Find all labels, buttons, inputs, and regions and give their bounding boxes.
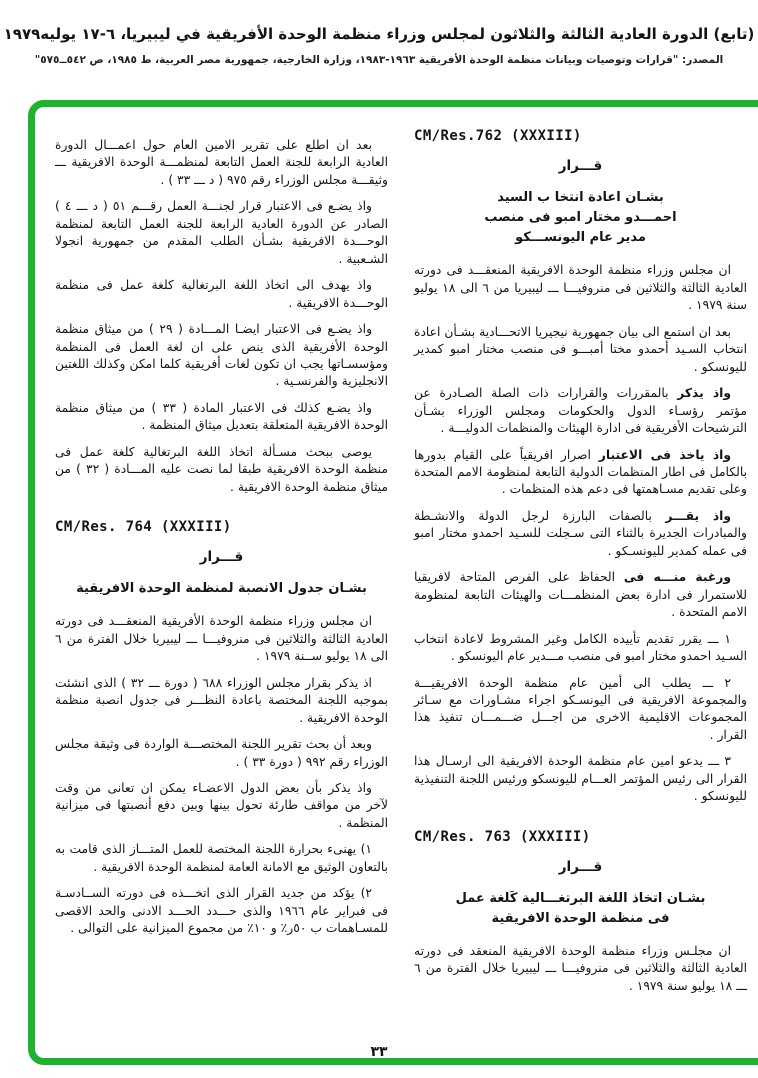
subtitle-line: بشـان اعادة انتخا ب السيد <box>497 190 664 206</box>
column-left <box>55 123 388 1048</box>
paragraph <box>414 569 747 621</box>
source-line: المصدر: "قرارات وتوصيات وبيانات منظمة الوحدة الأفريقية ١٩٦٣-١٩٨٣، وزارة الخارجية، جمهورية مصر العربية، ط ١٩٨٥، ص ٥٤٢ــ٥٧٥" <box>34 54 724 66</box>
paragraph-text: بالصفات البارزة لرجل الدولة والانشـطة والمبادرات الجديرة بالثناء التى سـجلت للسـيد احمدو مختار امبو فى عمله كمدير لليونسـكو . <box>414 508 747 558</box>
paragraph-text: اصرار افريقياً على القيام بدورها بالكامل فى اطار المنظمات الدولية التابعة لمنظومة الامم المتحدة وعلى تقديم مسـاهمتها فى دعم هذه المنظمات . <box>414 447 747 497</box>
paragraph-text: بعد ان اطلع على تقرير الامين العام حول اعمـــال الدورة العادية الرابعة للجنة العمل التابعة لمنظمـــة الوحدة الافريقية ـــ وثيقـــة مجلس الوزراء رقم ٩٧٥ ( د ـــ ٣٣ ) . <box>55 138 388 187</box>
column-right <box>414 123 747 1048</box>
paragraph-text: ٣ ـــ يدعو امين عام منظمة الوحدة الافريقية الى ارسـال هذا القرار الى رئيس المؤتمر العـــام لليونسكو ورئيس اللجنة التنفيذية لليونسكو . <box>414 754 747 804</box>
paragraph-text: ان مجلس وزراء منظمة الوحدة الأفريقية المنعقـــد فى دورته العادية الثالثة والثلاثين فى منروفيـــا ـــ ليبيريا خلال الفترة من ٦ الى ١٨ يوليو ســنة ١٩٧٩ . <box>55 614 388 664</box>
resolution-heading: قـــرار <box>199 549 244 566</box>
paragraph <box>55 675 388 727</box>
resolution-heading: قـــرار <box>558 157 603 174</box>
paragraph-lead: ورغبة منـــه فى <box>623 570 731 585</box>
resolution-subtitle <box>55 579 388 599</box>
paragraph <box>55 736 388 771</box>
paragraph-lead: واذ يقـــر <box>665 508 731 523</box>
paragraph <box>414 262 747 314</box>
resolution-subtitle <box>414 188 747 248</box>
resolution-subtitle <box>414 889 747 929</box>
paragraph <box>414 385 747 437</box>
paragraph-text: واذ يذكر بأن بعض الدول الاعضـاء يمكن ان تعانى من وقت لآخر من مواقف طارئة تحول بينها وبين دفع أنصبتها فى ميزانية المنظمة . <box>55 780 388 830</box>
resolution-code-764: CM/Res. 764 (XXXIII) <box>55 519 232 536</box>
subtitle-line: احمـــدو مختار امبو فى منصب <box>484 210 677 226</box>
subtitle-line: بشـان اتخاذ اللغة البرتغـــالية كَلغة عمل <box>455 890 706 906</box>
paragraph <box>414 324 747 376</box>
numbered-clause <box>414 753 747 805</box>
page-number: ٣٣ <box>370 1044 388 1060</box>
paragraph <box>414 447 747 499</box>
page-title: (تابع) الدورة العادية الثالثة والثلاثون لمجلس وزراء منظمة الوحدة الأفريقية في ليبيريا، ٦-١٧ يوليه١٩٧٩ <box>3 25 755 43</box>
paragraph-text: الحفاظ على الفرص المتاحة لافريقيا للاستمرار فى ادارة بعض المنظمـــات والهيئات التابعة لمنظومة الامم المتحدة . <box>414 570 747 620</box>
numbered-clause <box>414 675 747 745</box>
paragraph-text: وبعد أن بحث تقرير اللجنة المختصـــة الواردة فى وثيقة مجلس الوزراء رقم ٩٩٢ ( دورة ٣٣ ) . <box>55 737 388 769</box>
paragraph-text: ٢) يؤكد من جديد القرار الذى اتخـــذه فى دورته الســادسـة فى فبراير عام ١٩٦٦ والذى حـــدد الحـــد الادنى والحد الاقصى للمسـاهمات ب ٥٠ر٪ و ١٠٪ من مجموع الميزانية على التوالى . <box>55 886 388 936</box>
resolution-code-763: CM/Res. 763 (XXXIII) <box>414 828 591 845</box>
paragraph <box>414 943 747 995</box>
paragraph-lead: واذ يذكر <box>677 386 731 401</box>
document-header <box>0 0 758 66</box>
paragraph-text: بالمقررات والقرارات ذات الصلة الصـادرة عن مؤتمر رؤسـاء الدول والحكومات ومجلس الوزراء بشـأن الترشيحات الأفريقية فى ادارة الهيئات والمنظمات الدوليـــة . <box>414 386 747 436</box>
subtitle-line: مدير عام اليونســـكو <box>515 230 646 246</box>
paragraph <box>414 508 747 560</box>
paragraph <box>55 444 388 496</box>
subtitle-line: فى منظمة الوحدة الافريقية <box>491 910 670 926</box>
paragraph-text: ان مجلـس وزراء منظمة الوحدة الافريقية المنعقد فى دورته العادية الثالثة والثلاثين فى منروفيـــا ـــ ليبيريا خلال الفترة من ٦ ـــ ١٨ يوليو سنة ١٩٧٩ . <box>414 944 747 993</box>
subtitle-line: بشـان جدول الانصبة لمنظمة الوحدة الافريقية <box>76 581 367 597</box>
paragraph <box>55 613 388 665</box>
numbered-clause <box>55 841 388 876</box>
paragraph <box>55 400 388 435</box>
paragraph <box>55 321 388 391</box>
paragraph-lead: واذ ياخذ فى الاعتبار <box>598 447 731 462</box>
paragraph-text: ١ ـــ يقرر تقديم تأييده الكامل وغير المشروط لاعادة انتخاب السـيد احمدو مختار امبو فى منصب مـــدير عام اليونسكو . <box>414 631 747 664</box>
resolution-heading: قـــرار <box>558 858 603 875</box>
paragraph <box>55 277 388 312</box>
paragraph-text: ٢ ـــ يطلب الى أمين عام منظمة الوحدة الافريقيـــة والمجموعة الافريقية فى اليونسـكو اجراء مشـاورات مع سـائر المجموعات الاقليمية الاخرى من اجـــل ضـــمـــان تنفيذ هذا القرار . <box>414 675 747 742</box>
paragraph-text: واذ يهدف الى اتخاذ اللغة البرتغالية كلغة عمل فى منظمة الوحـــدة الافريقية . <box>55 278 388 310</box>
paragraph-text: واذ يضـع فى الاعتبار ايضـا المـــادة ( ٢٩ ) من ميثاق منظمة الوحدة الأفريقية الذى ينص على ان لغة العمل فى المنظمة ومؤسسـاتها يجب ان تكون لغات أفريقية كلما امكن وكذلك اللغتين الانجليزية والفرنسـية . <box>55 322 388 389</box>
paragraph-text: ان مجلس وزراء منظمة الوحدة الافريقية المنعقـــد فى دورته العادية الثالثة والثلاثين فى منروفيـــا ـــ ليبيريا من ٦ الى ١٨ يوليو سنة ١٩٧٩ . <box>414 263 747 313</box>
numbered-clause <box>414 631 747 666</box>
paragraph <box>55 780 388 832</box>
paragraph-text: واذ يضـع كذلك فى الاعتبار المادة ( ٣٣ ) من ميثاق منظمة الوحدة الافريقية المتعلقة بتعديل ميثاق المنظمة . <box>55 400 388 433</box>
paragraph-text: واذ يضـع فى الاعتبار قرار لجنـــة العمل رقـــم ٥١ ( د ـــ ٤ ) الصادر عن الدورة العادية الرابعة للجنة العمل التابعة لمنظمة الوحـــدة الافريقية بشـأن الطلب المقدم من جمهورية انجولا الشـعبية . <box>55 199 388 266</box>
paragraph <box>55 137 388 189</box>
two-column-layout <box>55 123 747 1048</box>
paragraph-text: بعد ان استمع الى بيان جمهورية نيجيريا الاتحـــادية بشـأن اعادة انتخاب السـيد أحمدو مختا أمبـــو فى منصب مختار امبو كمدير لليونسكو . <box>414 324 747 374</box>
paragraph-text: يوصى ببحث مسـألة اتخاذ اللغة البرتغالية كلغة عمل فى منظمة الوحدة الافريقية طبقا لما نصت عليه المـــادة ( ٣٢ ) من ميثاق منظمة الوحدة الافريقية . <box>55 444 388 494</box>
paragraph-text: اذ يذكر بقرار مجلس الوزراء ٦٨٨ ( دورة ـــ ٣٢ ) الذى انشئت بموجبه اللجنة المختصة باعادة النظـــر فى جدول انصبة منظمة الوحدة الافريقية . <box>55 675 388 725</box>
paragraph-text: ١) يهنىء بحرارة اللجنة المختصة للعمل المتـــاز الذى قامت به بالتعاون الوثيق مع الامانة العامة لمنظمة الوحدة الافريقية . <box>55 842 388 874</box>
resolution-code-762: CM/Res.762 (XXXIII) <box>414 128 582 144</box>
numbered-clause <box>55 885 388 937</box>
content-frame <box>28 100 758 1065</box>
paragraph <box>55 198 388 268</box>
